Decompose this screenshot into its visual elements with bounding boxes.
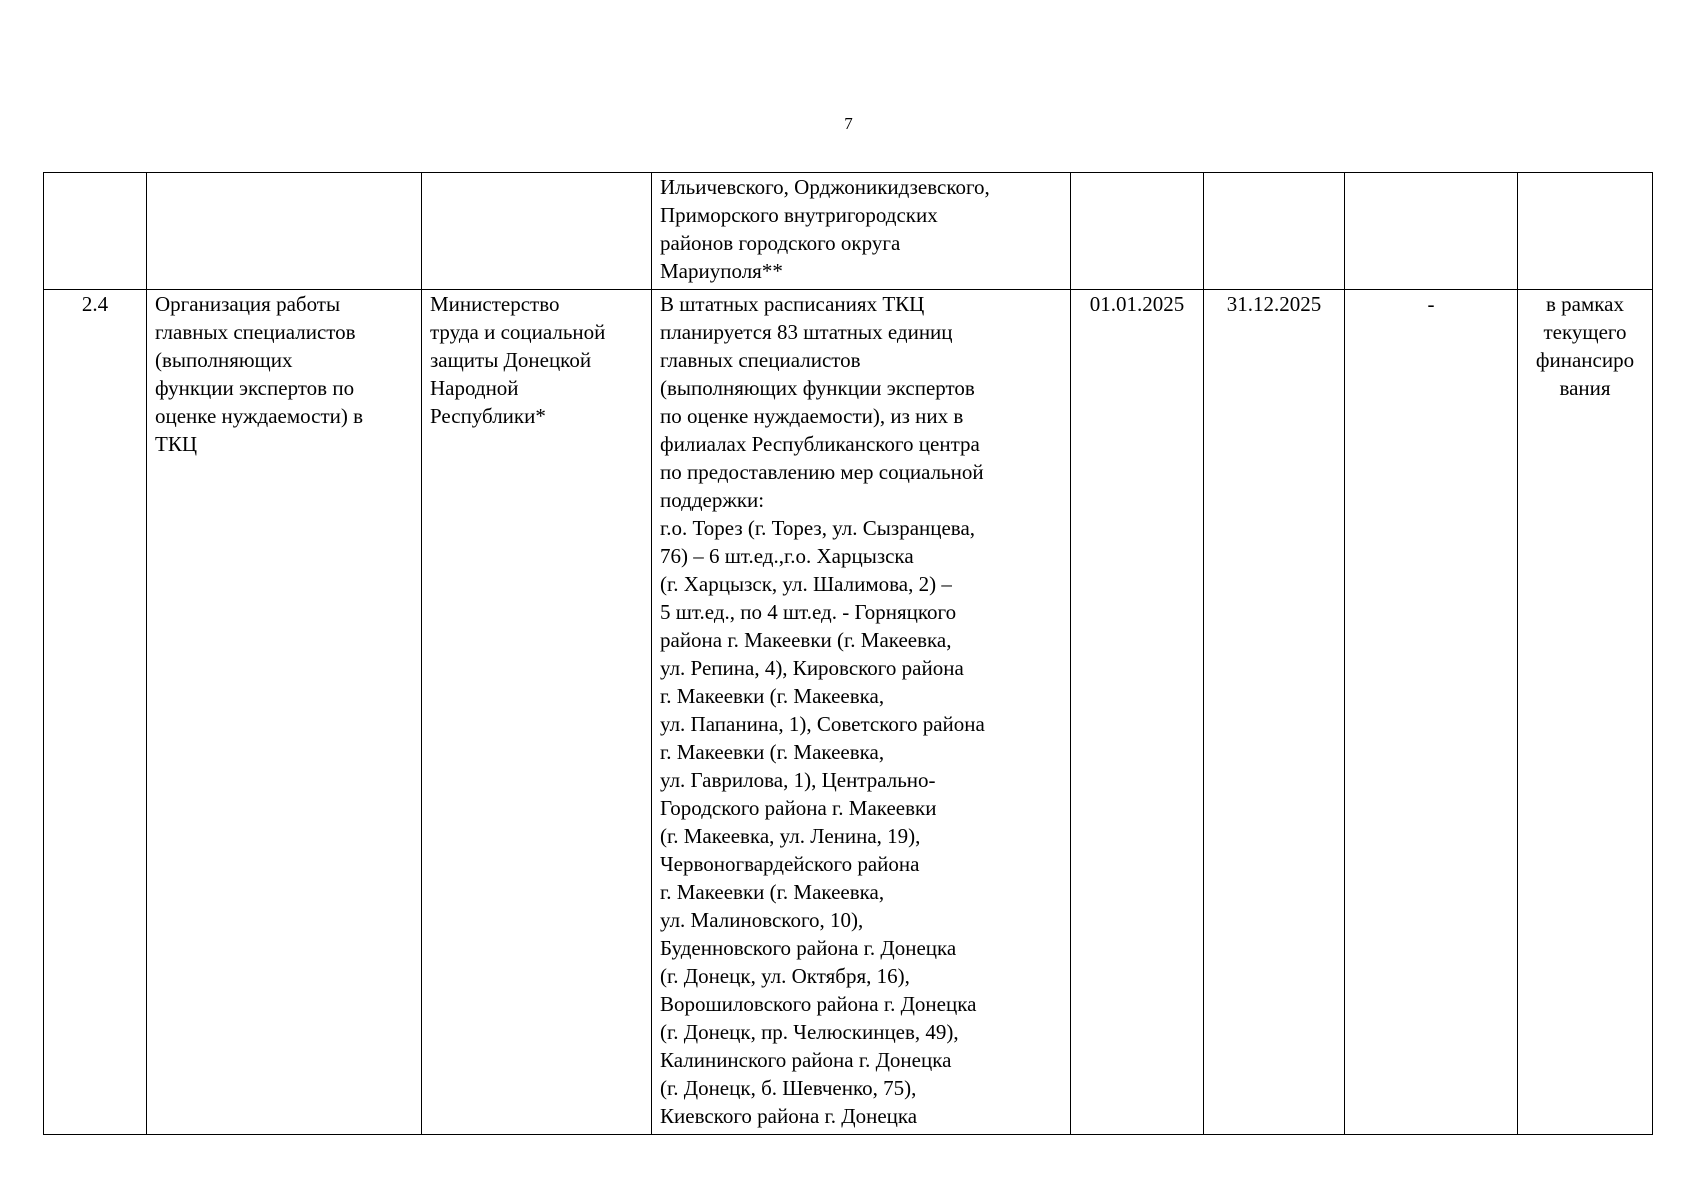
budget-cell: - xyxy=(1345,290,1518,1135)
financing-cell: в рамках текущего финансиро вания xyxy=(1518,290,1653,1135)
table-row xyxy=(44,290,1653,1135)
end-date-cell: 31.12.2025 xyxy=(1204,290,1345,1135)
measures-table xyxy=(43,172,1653,1135)
table-row xyxy=(44,173,1653,290)
row-number-cell: 2.4 xyxy=(44,290,147,1135)
executor-cell: Министерство труда и социальной защиты Донецкой Народной Республики* xyxy=(422,290,652,1135)
start-date-cell xyxy=(1071,173,1204,290)
row-number-cell xyxy=(44,173,147,290)
description-cell: В штатных расписаниях ТКЦ планируется 83 штатных единиц главных специалистов (выполняющих функции экспертов по оценке нуждаемости), из них в филиалах Республиканского центра по предоставлению мер социальной поддержки: г.о. Торез (г. Торез, ул. Сызранцева, 76) – 6 шт.ед.,г.о. Харцызска (г. Харцызск, ул. Шалимова, 2) – 5 шт.ед., по 4 шт.ед. - Горняцкого района г. Макеевки (г. Макеевка, ул. Репина, 4), Кировского района г. Макеевки (г. Макеевка, ул. Папанина, 1), Советского района г. Макеевки (г. Макеевка, ул. Гаврилова, 1), Центрально- Городского района г. Макеевки (г. Макеевка, ул. Ленина, 19), Червоногвардейского района г. Макеевки (г. Макеевка, ул. Малиновского, 10), Буденновского района г. Донецка (г. Донецк, ул. Октября, 16), Ворошиловского района г. Донецка (г. Донецк, пр. Челюскинцев, 49), Калининского района г. Донецка (г. Донецк, б. Шевченко, 75), Киевского района г. Донецка xyxy=(652,290,1071,1135)
description-cell: Ильичевского, Орджоникидзевского, Приморского внутригородских районов городского округа Мариуполя** xyxy=(652,173,1071,290)
budget-cell xyxy=(1345,173,1518,290)
page-number: 7 xyxy=(844,114,853,133)
financing-cell xyxy=(1518,173,1653,290)
start-date-cell: 01.01.2025 xyxy=(1071,290,1204,1135)
end-date-cell xyxy=(1204,173,1345,290)
measure-name-cell xyxy=(147,173,422,290)
measure-name-cell: Организация работы главных специалистов (выполняющих функции экспертов по оценке нуждаемости) в ТКЦ xyxy=(147,290,422,1135)
executor-cell xyxy=(422,173,652,290)
